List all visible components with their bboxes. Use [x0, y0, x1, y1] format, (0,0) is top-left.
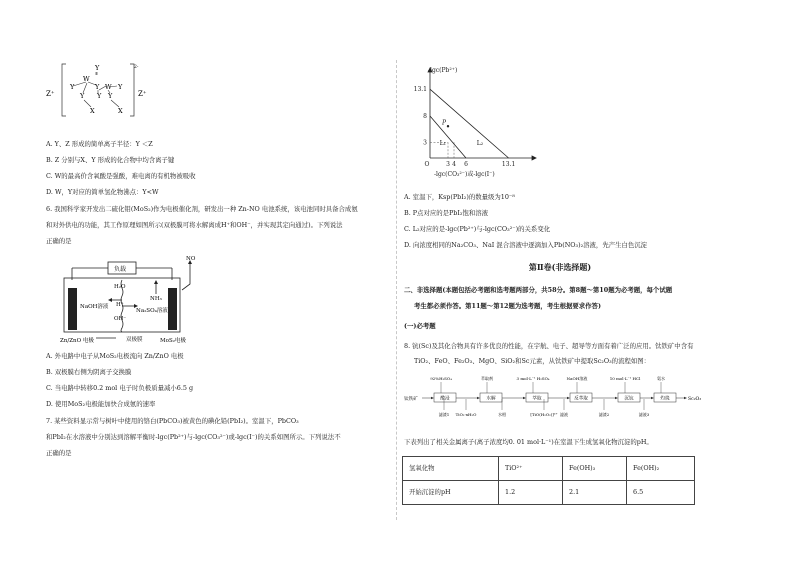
flow-output-label: TiO₂·xH₂O — [455, 412, 477, 417]
mos2-electrode — [168, 288, 177, 330]
y-tick-label: 3 — [423, 139, 427, 147]
table-cell: 2.1 — [563, 481, 627, 505]
q8-stem-line-2: TiO₂、FeO、Fe₂O₃、MgO、SiO₂和Sc元素，从钛铁矿中提取Sc₂O₃的流程如图： — [414, 357, 651, 365]
table-cell: 开始沉淀的pH — [403, 481, 499, 505]
atom-y-top: Y — [95, 64, 100, 72]
q7-stem-line-1: 7. 某些资料显示常与树叶中使用的铬白(PbCO₃)被黄色的碘化铅(PbI₂)。室温下，PbCO₃ — [46, 417, 299, 425]
flow-arrowhead — [431, 397, 434, 399]
q6-option-d: D. 使用MoS₂电极能加快合成氨的速率 — [46, 400, 156, 408]
table-cell: 1.2 — [499, 481, 563, 505]
atom-y-m2: Y — [97, 92, 102, 100]
point-p-label: P — [442, 119, 447, 127]
q5-option-d: D. W，Y对应的简单氢化物沸点：Y<W — [46, 188, 159, 196]
x-tick-label: 4 — [452, 161, 456, 168]
flow-reagent-label: NaOH溶液 — [566, 376, 588, 381]
atom-x-right: X — [118, 107, 123, 115]
column-divider — [396, 60, 397, 520]
q6-stem-line-1: 6. 我国科学家开发出二硫化钼(MoS₂)作为电极催化剂，研发出一种 Zn-NO 电池系统，该电池同时具备合成氨 — [46, 205, 358, 213]
q6-option-b: B. 双极膜右侧为阴离子交换膜 — [46, 368, 132, 376]
q5-option-a: A. Y、Z 形成的简单离子半径：Y ＜Z — [46, 140, 153, 148]
q6-stem-line-3: 正确的是 — [46, 237, 72, 245]
table-header-row — [403, 457, 695, 481]
mos2-electrode-label: MoS₂电极 — [160, 338, 186, 344]
point-p-marker — [447, 125, 449, 127]
table-intro: 下表列出了相关金属离子(离子浓度均0. 01 mol·L⁻¹)在室温下生成氢氧化物沉淀的pH。 — [404, 438, 653, 446]
required-section-label: (一)必考题 — [404, 322, 436, 330]
flow-arrowhead — [651, 397, 654, 399]
load-label: 负载 — [114, 266, 127, 273]
q7-option-a: A. 室温下，Ksp(PbI₂)的数量级为10⁻⁸ — [404, 193, 515, 201]
flow-arrowhead — [477, 397, 480, 399]
x-tick-label: O — [424, 161, 430, 168]
table-cell: 6.5 — [627, 481, 695, 505]
y-axis-label: -lgc(Pb²⁺) — [428, 67, 458, 74]
atom-x-left: X — [90, 107, 95, 115]
flow-output-label: 滤液 — [560, 412, 568, 417]
series-line-1 — [430, 116, 466, 158]
zn-electrode — [68, 288, 77, 330]
q5-option-c: C. W的最高价含氧酸是强酸，难电离的有机物被吸收 — [46, 172, 196, 180]
series-label-l1: L₁ — [439, 139, 446, 147]
y-tick-label: 13.1 — [413, 86, 427, 94]
flow-box-label: 沉钪 — [624, 396, 634, 402]
flow-reagent-label: 10 mol·L⁻¹ HCl — [609, 376, 641, 381]
solubility-chart — [404, 60, 544, 178]
flow-box-label: 萃取 — [532, 396, 542, 402]
anion-structure-diagram — [40, 58, 170, 120]
atom-y-r2: Y — [118, 83, 123, 91]
zn-no-battery-diagram — [56, 254, 226, 346]
flow-reagent-label: 萃取剂 — [481, 376, 493, 381]
section-desc-line-2: 考生都必须作答。第11题～第12题为选考题，考生根据要求作答) — [414, 302, 601, 310]
atom-w-bottom: W — [105, 83, 112, 91]
flow-output-label: 滤渣1 — [438, 412, 450, 417]
flow-reagent-label: 3 mol·L⁻¹ H₂SO₄ — [516, 376, 550, 381]
process-flowchart — [404, 374, 704, 420]
section-desc-line-1: 二、非选择题(本题包括必考题和选考题两部分，共58分。第8题～第10题为必考题，每个试题 — [404, 286, 673, 294]
x-tick-label: 3 — [446, 161, 450, 168]
flow-box-label: 灼烧 — [660, 396, 670, 402]
q7-stem-line-2: 和PbI₂在水溶液中分别达到溶解平衡时-lgc(Pb²⁺)与-lgc(CO₃²⁻)或-lgc(I⁻)的关系如图所示。下列说法不 — [46, 433, 341, 441]
q7-option-d: D. 向浓度相同的Na₂CO₃、NaI 混合溶液中逐滴加入Pb(NO₃)₂溶液，先产生白色沉淀 — [404, 241, 648, 249]
flow-arrowhead — [523, 397, 526, 399]
flow-output-label: 滤渣2 — [598, 412, 610, 417]
oh-label: OH⁻ — [114, 316, 127, 322]
table-row — [403, 481, 695, 505]
hplus-label: H⁺ — [116, 302, 124, 308]
q7-stem-line-3: 正确的是 — [46, 449, 72, 457]
table-header-cell: TiO²⁺ — [499, 457, 563, 481]
section-title: 第Ⅱ卷(非选择题) — [528, 262, 592, 272]
table-header-cell: 氢氧化物 — [403, 457, 499, 481]
q8-stem-line-1: 8. 钪(Sc)及其化合物具有许多优良的性能，在宇航、电子、超导等方面有着广泛的应用。钛铁矿中含有 — [404, 342, 694, 350]
x-axis-label: -lgc(CO₃²⁻)或-lgc(I⁻) — [434, 171, 495, 178]
membrane-label: 双极膜 — [126, 337, 143, 343]
x-axis-arrow — [532, 156, 536, 160]
atom-y-r1: Y — [95, 83, 100, 91]
table-header-cell: Fe(OH)₃ — [563, 457, 627, 481]
y-tick-label: 8 — [423, 113, 427, 120]
series-label-l2: L₂ — [476, 139, 484, 147]
q7-option-b: B. P点对应的是PbI₂饱和溶液 — [404, 209, 489, 217]
atom-y-l2: Y — [80, 92, 85, 100]
q6-option-a: A. 外电路中电子从MoS₂电极流向 Zn/ZnO 电极 — [46, 352, 184, 360]
flow-reagent-label: 氨水 — [657, 376, 665, 381]
flow-box-label: 水解 — [486, 396, 496, 402]
flow-box-label: 反萃取 — [574, 396, 588, 402]
q6-stem-line-2: 和对外供电的功能，其工作原理如图所示(双极膜可将水解离成H⁺和OH⁻，并实现其定向通过)。下列说法 — [46, 221, 343, 229]
flow-output-label: 滤液3 — [638, 412, 650, 417]
h2o-label: H₂O — [114, 284, 126, 290]
flow-end-label: Sc₂O₃ — [688, 397, 702, 402]
naoh-solution-label: NaOH溶液 — [80, 304, 109, 310]
precipitation-ph-table — [402, 456, 695, 505]
z-cation-left: Z⁺ — [46, 90, 55, 98]
flow-output-label: 水相 — [498, 412, 506, 417]
flow-reagent-label: 92%H₂SO₄ — [430, 376, 452, 381]
z-cation-right: Z⁺ — [138, 90, 147, 98]
zn-electrode-label: Zn/ZnO 电极 — [60, 338, 94, 344]
q6-option-c: C. 当电路中转移0.2 mol 电子时负极质量减小6.5 g — [46, 384, 194, 392]
flow-arrowhead — [684, 397, 687, 399]
atom-y-l1: Y — [70, 83, 75, 91]
atom-w-top: W — [83, 75, 90, 83]
x-tick-label: 13.1 — [501, 161, 516, 168]
x-tick-label: 6 — [464, 161, 468, 168]
flow-arrowhead — [615, 397, 618, 399]
charge-label: 2- — [134, 65, 139, 70]
na2so4-solution-label: Na₂SO₄溶液 — [136, 308, 168, 314]
atom-y-bottom: Y — [108, 92, 113, 100]
flow-box-label: 酸浸 — [440, 396, 450, 402]
flow-output-label: [TiO(H₂O₂)]²⁺ — [530, 412, 558, 417]
flow-arrowhead — [567, 397, 570, 399]
flow-start-label: 钛铁矿 — [404, 397, 418, 402]
q7-option-c: C. L₂对应的是-lgc(Pb²⁺)与-lgc(CO₃²⁻)的关系变化 — [404, 225, 551, 233]
table-header-cell: Fe(OH)₂ — [627, 457, 695, 481]
q5-option-b: B. Z 分别与X、Y 形成的化合物中均含离子键 — [46, 156, 175, 164]
no-label: NO — [186, 256, 196, 262]
nh3-label: NH₃ — [150, 296, 162, 302]
